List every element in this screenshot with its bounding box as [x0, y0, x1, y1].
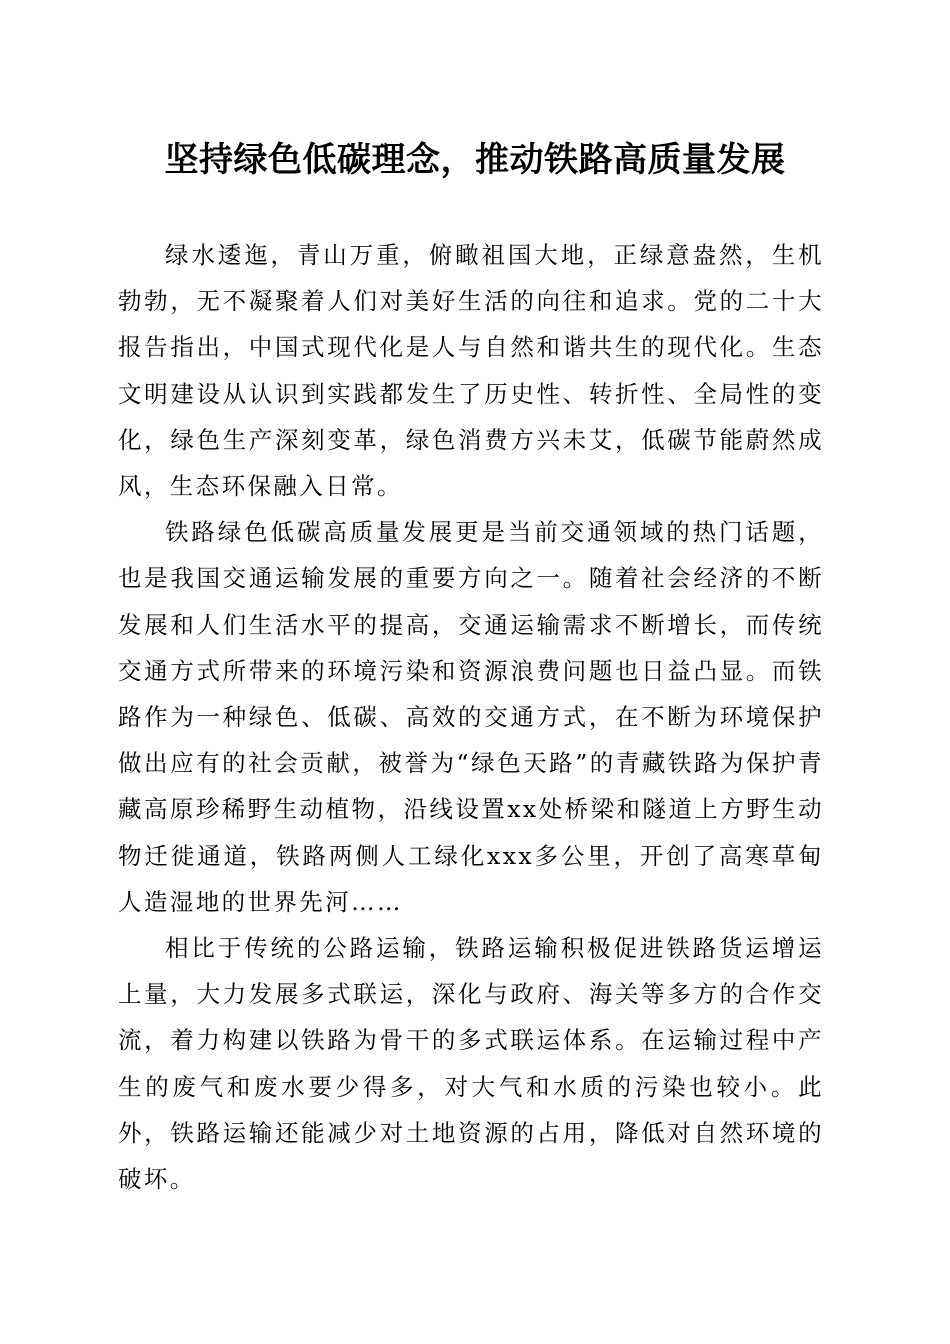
- document-title: 坚持绿色低碳理念，推动铁路高质量发展: [164, 140, 786, 180]
- document-body: [118, 232, 824, 1202]
- paragraph-2: 铁路绿色低碳高质量发展更是当前交通领域的热门话题，也是我国交通运输发展的重要方向之一。随着社会经济的不断发展和人们生活水平的提高，交通运输需求不断增长，而传统交通方式所带来的环境污染和资源浪费问题也日益凸显。而铁路作为一种绿色、低碳、高效的交通方式，在不断为环境保护做出应有的社会贡献，被誉为“绿色天路”的青藏铁路为保护青藏高原珍稀野生动植物，沿线设置xx处桥梁和隧道上方野生动物迁徙通道，铁路两侧人工绿化xxx多公里，开创了高寒草甸人造湿地的世界先河……: [118, 518, 824, 916]
- paragraph-1: 绿水逶迤，青山万重，俯瞰祖国大地，正绿意盎然，生机勃勃，无不凝聚着人们对美好生活的向往和追求。党的二十大报告指出，中国式现代化是人与自然和谐共生的现代化。生态文明建设从认识到实践都发生了历史性、转折性、全局性的变化，绿色生产深刻变革，绿色消费方兴未艾，低碳节能蔚然成风，生态环保融入日常。: [118, 241, 824, 501]
- paragraph-3: 相比于传统的公路运输，铁路运输积极促进铁路货运增运上量，大力发展多式联运，深化与政府、海关等多方的合作交流，着力构建以铁路为骨干的多式联运体系。在运输过程中产生的废气和废水要少得多，对大气和水质的污染也较小。此外，铁路运输还能减少对土地资源的占用，降低对自然环境的破坏。: [118, 934, 824, 1194]
